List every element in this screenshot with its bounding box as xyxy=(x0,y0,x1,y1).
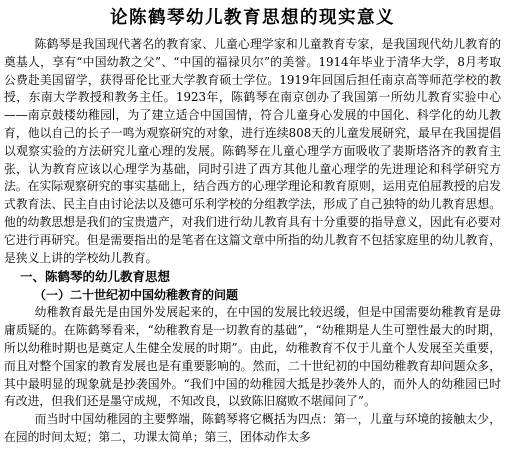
document-title: 论陈鹤琴幼儿教育思想的现实意义 xyxy=(110,8,395,28)
subsection-heading: （一）二十世纪初中国幼稚教育的问题 xyxy=(34,288,239,303)
paragraph-intro-part2: ，为了建立适合中国国情，符合儿童身心发展的中国化、科学化的幼儿教育，他以自己的长子一鸣为观察研究的对象，进行连续808天的儿童发展研究，最早在我国提倡以观察实验的方法研究儿童心理的发展。陈鹤琴在儿童心理学方面吸收了裴斯塔洛齐的教育主张，认为教育应该以心理学为基础，同时引进了西方其他儿童心理学的先进理论和科学研究方法。在实际观察研究的事实基础上，结合西方的心理学理论和教育原则，运用克伯屈教授的启发式教育法、民主自由讨论法以及德可乐利学校的分组教学法，形成了自己独特的幼儿教育思想。他的幼教思想是我们的宝贵遗产，对我们进行幼儿教育具有十分重要的指导意义，因此有必要对它进行再研究。但是需要指出的是笔者在这篇文章中所指的幼儿教育不包括家庭里的幼儿教育，是狭义上讲的学校幼儿教育。 xyxy=(4,108,501,265)
paragraph-main-drawbacks: 而当时中国幼稚园的主要弊端，陈鹤琴将它概括为四点：第一，儿童与环境的接触太少，在园的时间太短；第二，功课太简单；第三，团体动作太多 xyxy=(4,412,501,444)
paragraph-intro-part1: 陈鹤琴是我国现代著名的教育家、儿童心理学家和儿童教育专家，是我国现代幼儿教育的奠基人，享有“中国幼教之父”、“中国的福禄贝尔”的美誉。1914年毕业于清华大学，8月考取公费赴美国留学，获得哥伦比亚大学教育硕士学位。1919年回国后担任南京高等师范学校的教授，东南大学教授和教务主任。1923年，陈鹤琴在南京创办了我国第一所幼儿教育实验中心——南京鼓楼幼稚园 xyxy=(4,37,501,123)
section-heading: 一、陈鹤琴的幼儿教育思想 xyxy=(20,269,171,285)
paragraph-intro xyxy=(4,36,501,267)
document-page xyxy=(0,7,505,470)
paragraph-kindergarten-problems: 幼稚教育最先是由国外发展起来的，在中国的发展比较迟缓，但是中国需要幼稚教育是毋庸质疑的。在陈鹤琴看来，“幼稚教育是一切教育的基础”，“幼稚期是人生可塑性最大的时期，所以幼稚时期也是奠定人生健全发展的时期”。由此，幼稚教育不仅于儿童个人发展至关重要，而且对整个国家的教育发展也是有重要影响的。然而，二十世纪初的中国幼稚教育却问题众多，其中最明显的现象就是抄袭国外。“我们中国的幼稚园大抵是抄袭外人的，而外人的幼稚园已时有改进，但我们还是墨守成规，不知改良，以致陈旧腐败不堪闻问了”。 xyxy=(4,305,501,409)
